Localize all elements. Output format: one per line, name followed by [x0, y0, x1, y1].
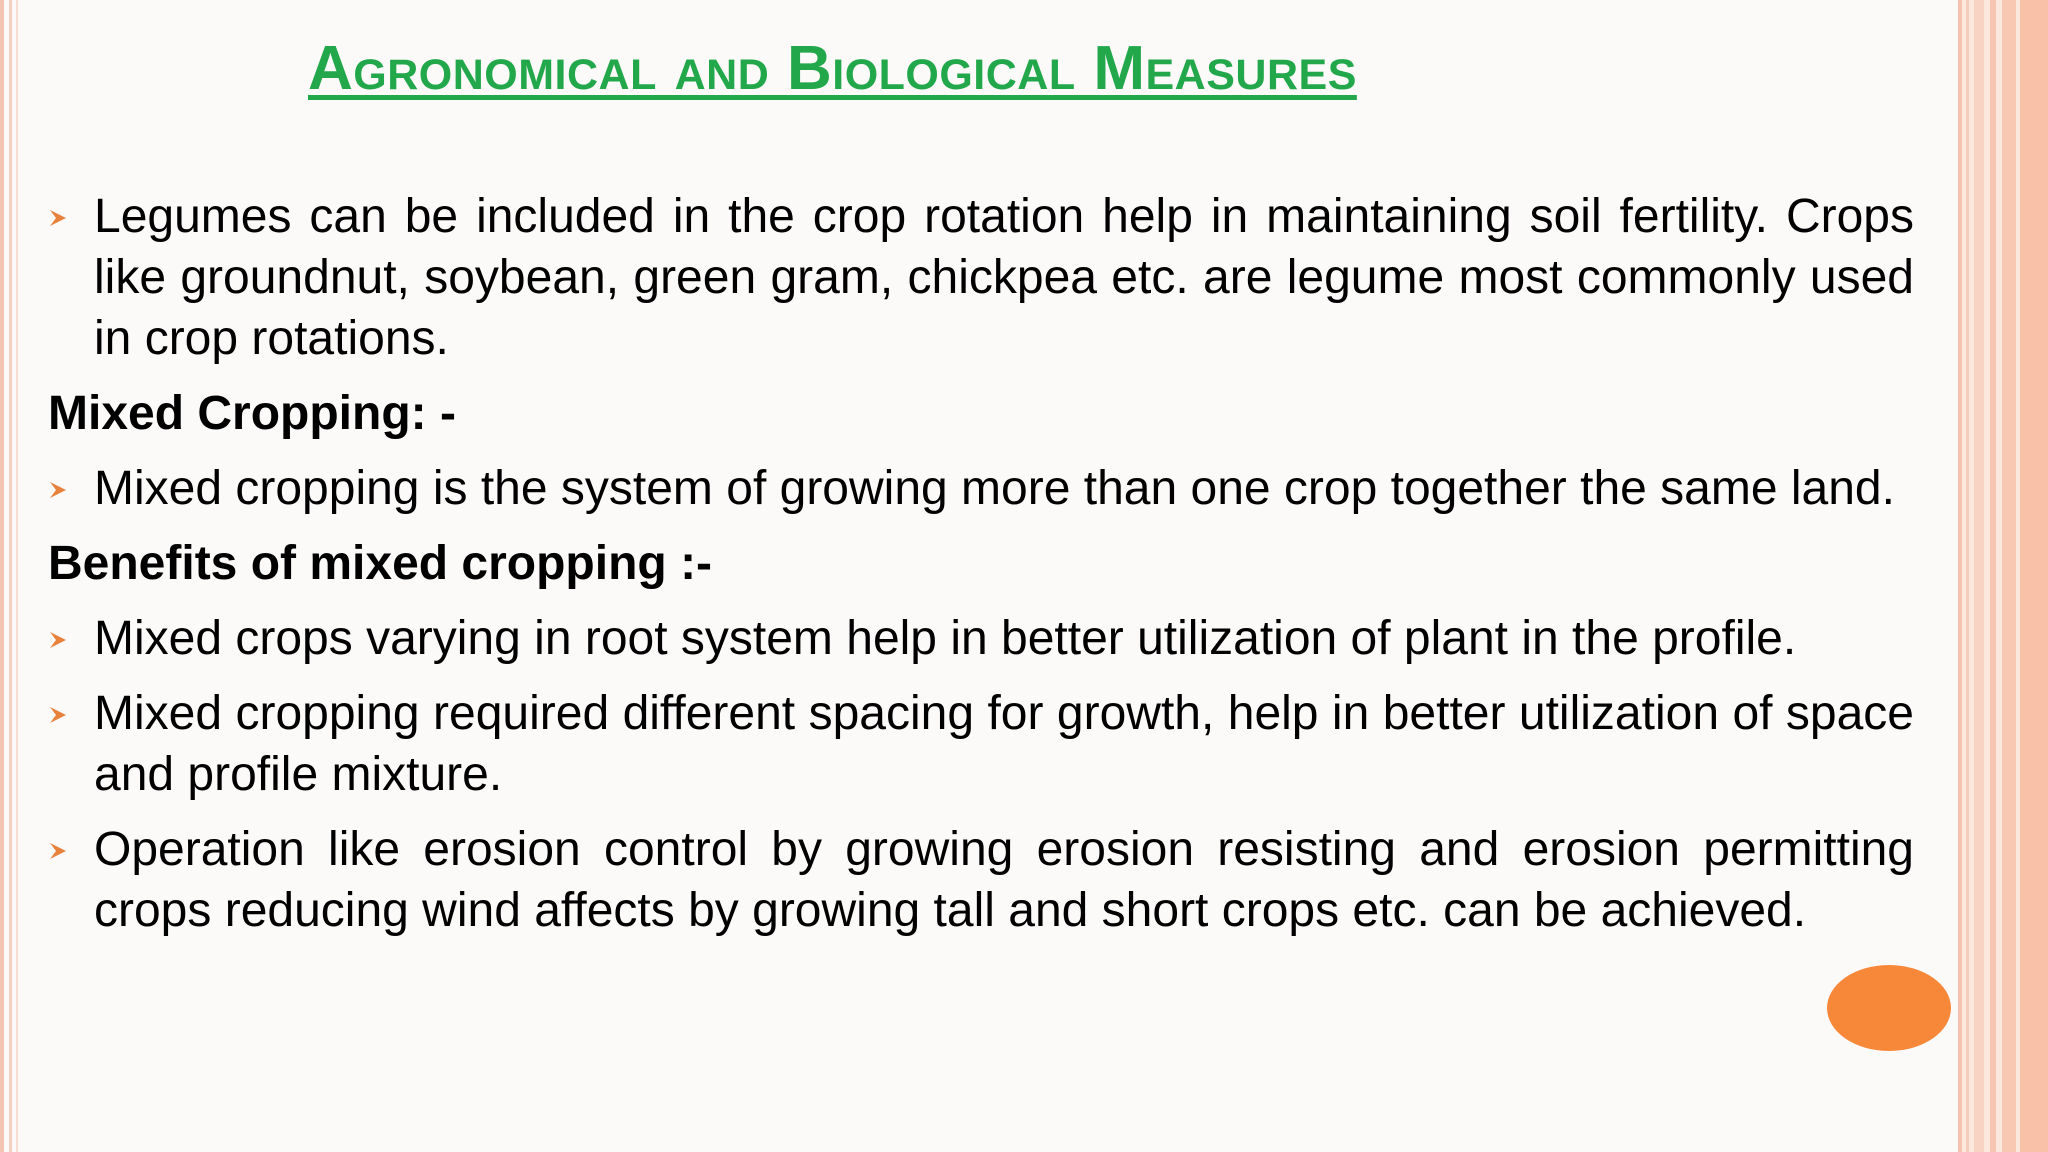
left-border-stripe [9, 0, 12, 1152]
right-border-stripe [2002, 0, 2016, 1152]
bullet-text: Mixed cropping is the system of growing more than one crop together the same land. [94, 462, 1895, 515]
bullet-text: Mixed crops varying in root system help in better utilization of plant in the profile. [94, 612, 1797, 665]
chevron-arrow-icon [48, 840, 70, 862]
right-border-stripe [1974, 0, 1984, 1152]
slide-title: Agronomical and Biological Measures [308, 34, 1357, 103]
bullet-text: Legumes can be included in the crop rotation help in maintaining soil fertility. Crops like groundnut, soybean, green gram, chickpea etc. are legume most commonly used in crop rotations. [94, 190, 1914, 365]
chevron-arrow-icon [48, 479, 70, 501]
right-border-stripe [1966, 0, 1969, 1152]
section-heading: Benefits of mixed cropping :- [48, 537, 713, 590]
chevron-arrow-icon [48, 704, 70, 726]
bullet-item [48, 458, 1914, 519]
right-border-stripe [1958, 0, 1962, 1152]
pointer-highlight [1827, 965, 1951, 1051]
chevron-arrow-icon [48, 629, 70, 651]
bullet-item [48, 683, 1914, 805]
left-border-stripe [16, 0, 18, 1152]
bullet-item [48, 608, 1914, 669]
chevron-arrow-icon [48, 207, 70, 229]
left-border-stripe [0, 0, 4, 1152]
section-heading: Mixed Cropping: - [48, 387, 456, 440]
bullet-item [48, 186, 1914, 369]
right-border-stripe [2020, 0, 2048, 1152]
right-border-stripe [1990, 0, 1996, 1152]
bullet-item [48, 819, 1914, 941]
bullet-text: Mixed cropping required different spacing for growth, help in better utilization of space and profile mixture. [94, 687, 1914, 801]
slide-content [48, 186, 1914, 941]
bullet-text: Operation like erosion control by growing erosion resisting and erosion permitting crops reducing wind affects by growing tall and short crops etc. can be achieved. [94, 823, 1914, 937]
